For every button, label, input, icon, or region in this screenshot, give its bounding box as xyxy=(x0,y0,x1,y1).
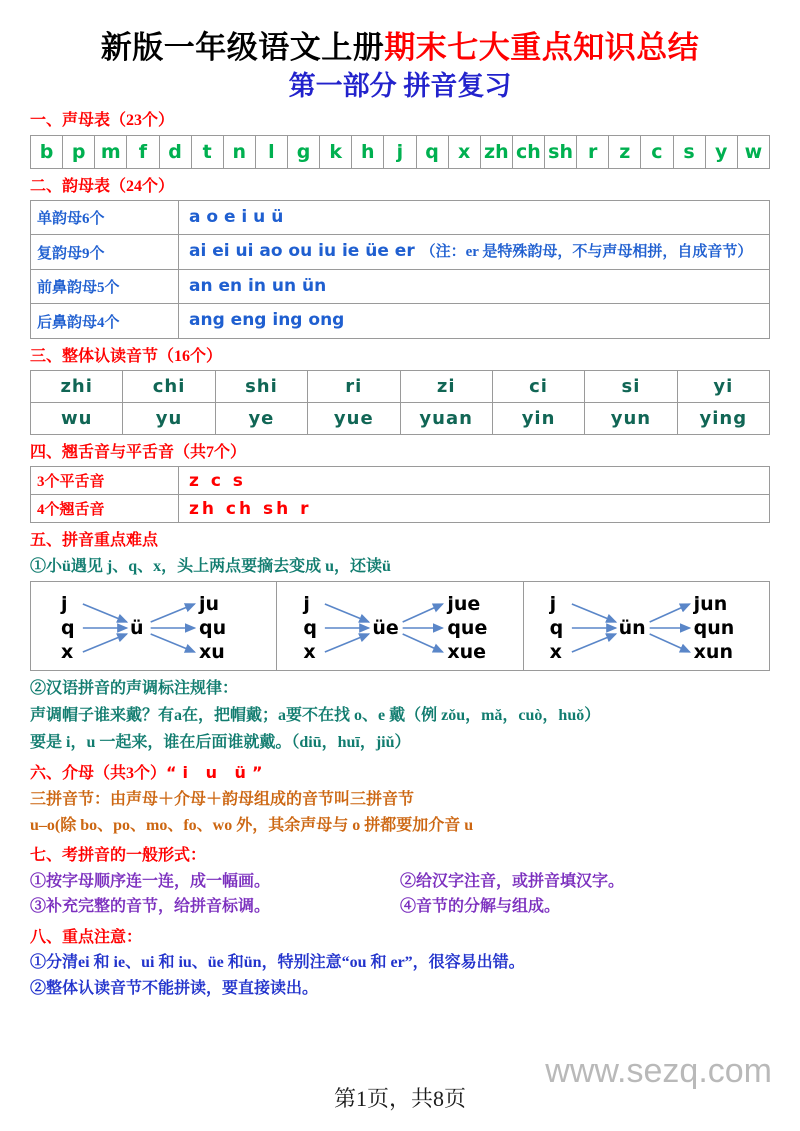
vowel-list: ang eng ing ong xyxy=(189,310,345,331)
consonant-cell: g xyxy=(288,135,320,168)
vowel-row-value xyxy=(179,235,770,270)
diagram-cell-u xyxy=(31,582,277,671)
diagram-left-label: q xyxy=(549,617,564,640)
diagram-left-label: j xyxy=(549,593,557,616)
consonant-cell: q xyxy=(416,135,448,168)
diagram-right-label: qun xyxy=(693,617,735,640)
consonant-cell: l xyxy=(255,135,287,168)
list-item: ③补充完整的音节，给拼音标调。 xyxy=(30,898,271,916)
consonant-cell: n xyxy=(223,135,255,168)
whole-syllable-table xyxy=(30,370,770,435)
vowel-row-label: 后鼻韵母4个 xyxy=(31,304,179,339)
diagram-right-label: qu xyxy=(199,617,227,640)
document-subtitle: 第一部分 拼音复习 xyxy=(288,70,512,101)
list-item: ①按字母顺序连一连，成一幅画。 xyxy=(30,872,271,890)
consonant-cell: sh xyxy=(545,135,577,168)
syllable-cell: yun xyxy=(585,402,677,434)
consonant-cell: k xyxy=(320,135,352,168)
syllable-cell: chi xyxy=(123,370,215,402)
syllable-cell: ye xyxy=(215,402,307,434)
section-five-item-one: ①小ü遇见 j、q、x，头上两点要摘去变成 u，还读ü xyxy=(30,558,391,576)
tongue-row-label: 3个平舌音 xyxy=(31,467,179,495)
tongue-row-label: 4个翘舌音 xyxy=(31,495,179,523)
syllable-cell: zi xyxy=(400,370,492,402)
section-five-item-two: ②汉语拼音的声调标注规律： xyxy=(30,680,239,698)
syllable-cell: yue xyxy=(308,402,400,434)
table-row xyxy=(31,235,770,270)
list-item: ④音节的分解与组成。 xyxy=(400,898,561,916)
diagram-left-label: q xyxy=(61,617,75,640)
vowel-row-value xyxy=(179,304,770,339)
diagram-left-label: j xyxy=(61,593,68,616)
diagram-cell-ue xyxy=(277,582,523,671)
diagram-right-label: ju xyxy=(199,593,220,616)
diagram-left-label: q xyxy=(303,617,317,640)
diagram-left-label: x xyxy=(549,641,562,664)
consonant-cell: m xyxy=(95,135,127,168)
diagram-left-label: x xyxy=(61,641,74,664)
consonant-cell: w xyxy=(737,135,769,168)
table-row xyxy=(31,370,770,402)
section-eight-heading: 八、重点注意： xyxy=(30,928,143,946)
vowel-list: a o e i u ü xyxy=(189,206,284,227)
syllable-cell: yin xyxy=(492,402,584,434)
syllable-cell: si xyxy=(585,370,677,402)
vowel-row-label: 单韵母6个 xyxy=(31,200,179,235)
consonant-cell: c xyxy=(641,135,673,168)
diagram-middle-label: ün xyxy=(618,617,646,640)
section-seven-heading: 七、考拼音的一般形式： xyxy=(30,846,207,864)
consonant-cell: r xyxy=(577,135,609,168)
syllable-cell: ying xyxy=(677,402,769,434)
diagram-cell-un xyxy=(523,582,769,671)
consonant-cell: x xyxy=(448,135,480,168)
vowel-row-label: 复韵母9个 xyxy=(31,235,179,270)
table-row xyxy=(31,304,770,339)
table-row xyxy=(31,402,770,434)
page-footer xyxy=(0,1082,800,1113)
title-black-part: 新版一年级语文上册 xyxy=(100,30,385,65)
section-six-heading-text: 六、介母（共3个） xyxy=(30,765,167,783)
diagram-right-label: xun xyxy=(693,641,733,664)
consonant-cell: p xyxy=(63,135,95,168)
section-three-heading: 三、整体认读音节（16个） xyxy=(30,347,223,365)
table-row xyxy=(31,269,770,304)
section-one-heading: 一、声母表（23个） xyxy=(30,112,175,130)
consonant-cell: y xyxy=(705,135,737,168)
table-row xyxy=(31,467,770,495)
table-row xyxy=(31,495,770,523)
vowel-table xyxy=(30,200,770,339)
syllable-cell: yuan xyxy=(400,402,492,434)
diagram-right-label: xu xyxy=(199,641,225,664)
section-two-heading: 二、韵母表（24个） xyxy=(30,177,175,195)
syllable-cell: wu xyxy=(31,402,123,434)
consonant-table xyxy=(30,135,770,169)
consonant-cell: d xyxy=(159,135,191,168)
vowel-row-value xyxy=(179,200,770,235)
vowel-note: （注：er 是特殊韵母，不与声母相拼，自成音节） xyxy=(420,244,753,261)
key-note-item: ①分清ei 和 ie、ui 和 iu、üe 和ün，特别注意“ou 和 er”，很容易出错。 xyxy=(30,954,525,972)
arrow-diagram-un xyxy=(524,582,769,670)
syllable-cell: yu xyxy=(123,402,215,434)
arrow-diagram-u xyxy=(31,582,276,670)
section-four-heading: 四、翘舌音与平舌音（共7个） xyxy=(30,443,247,461)
vowel-list: an en in un ün xyxy=(189,275,327,296)
diagram-middle-label: ü xyxy=(130,617,144,640)
title-red-part: 期末七大重点知识总结 xyxy=(384,30,700,65)
tongue-sound-table xyxy=(30,466,770,523)
uo-rule-line: u–o(除 bo、po、mo、fo、wo 外，其余声母与 o 拼都要加介音 u xyxy=(30,816,474,834)
table-row xyxy=(31,135,770,168)
consonant-cell: zh xyxy=(480,135,512,168)
diagram-middle-label: üe xyxy=(372,617,399,640)
syllable-cell: ci xyxy=(492,370,584,402)
tongue-row-value: zh ch sh r xyxy=(179,495,770,523)
diagram-left-label: x xyxy=(303,641,316,664)
section-six-medials: “i u ü” xyxy=(166,763,269,783)
vowel-row-value xyxy=(179,269,770,304)
three-part-syllable-line: 三拼音节：由声母＋介母＋韵母组成的音节叫三拼音节 xyxy=(30,790,415,808)
consonant-cell: ch xyxy=(512,135,544,168)
diagram-right-label: xue xyxy=(447,641,486,664)
table-row xyxy=(31,582,770,671)
umlaut-rule-diagrams xyxy=(30,581,770,671)
syllable-cell: zhi xyxy=(31,370,123,402)
section-five-heading: 五、拼音重点难点 xyxy=(30,532,159,550)
key-note-item: ②整体认读音节不能拼读，要直接读出。 xyxy=(30,979,319,997)
consonant-cell: h xyxy=(352,135,384,168)
diagram-right-label: que xyxy=(447,617,488,640)
diagram-right-label: jue xyxy=(447,593,481,616)
document-title xyxy=(30,0,770,68)
arrow-diagram-ue xyxy=(277,582,522,670)
consonant-cell: z xyxy=(609,135,641,168)
table-row xyxy=(31,200,770,235)
tone-rule-line-one: 声调帽子谁来戴？有a在，把帽戴；a要不在找 o、e 戴（例 zǒu，mǎ，cuò，huǒ） xyxy=(30,707,601,725)
syllable-cell: ri xyxy=(308,370,400,402)
consonant-cell: s xyxy=(673,135,705,168)
syllable-cell: shi xyxy=(215,370,307,402)
syllable-cell: yi xyxy=(677,370,769,402)
vowel-list: ai ei ui ao ou iu ie üe er xyxy=(189,241,415,262)
page-number: 第1页，共8页 xyxy=(333,1086,466,1111)
consonant-cell: t xyxy=(191,135,223,168)
vowel-row-label: 前鼻韵母5个 xyxy=(31,269,179,304)
consonant-cell: b xyxy=(31,135,63,168)
consonant-cell: f xyxy=(127,135,159,168)
diagram-right-label: jun xyxy=(693,593,728,616)
exam-form-list xyxy=(30,869,770,920)
diagram-left-label: j xyxy=(303,593,310,616)
tongue-row-value: z c s xyxy=(179,467,770,495)
section-six-heading xyxy=(30,761,770,785)
site-watermark: www.sezq.com xyxy=(545,1052,772,1090)
tone-rule-line-two: 要是 i，u 一起来，谁在后面谁就戴。（diū，huī，jiǔ） xyxy=(30,734,411,752)
list-item: ②给汉字注音，或拼音填汉字。 xyxy=(400,872,625,890)
consonant-cell: j xyxy=(384,135,416,168)
